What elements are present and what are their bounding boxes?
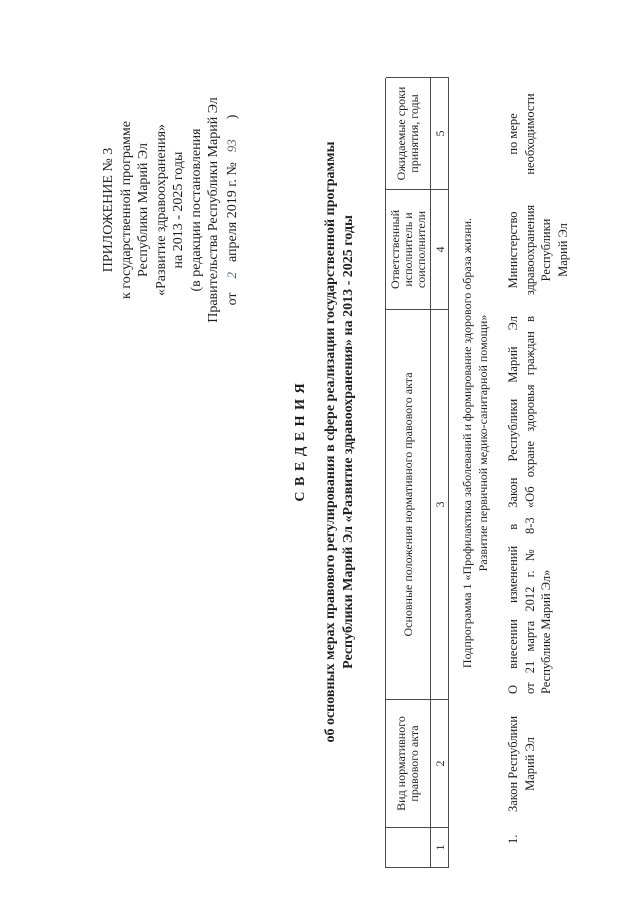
handwritten-number: 93 [223,139,239,153]
appendix-line: (в редакции постановления [188,128,204,292]
subprogram-caption [460,58,491,828]
column-number: 4 [431,189,449,309]
appendix-block [100,90,241,330]
header-cell-deadline: Ожидаемые сроки принятия, годы [386,77,431,189]
date-prefix: от [224,292,240,306]
date-middle: апреля 2019 г. № [224,162,240,262]
column-number: 5 [431,77,449,189]
deadline-line: по мере [506,113,520,155]
provisions-line: от 21 марта 2012 г. № 8-3 «Об охране здоровья граждан в [522,316,537,694]
table-row [505,78,571,868]
header-cell-number [386,827,431,867]
column-number: 3 [431,309,449,699]
header-cell-act-type: Вид нормативного правового акта [386,699,431,827]
column-number: 1 [431,827,449,867]
table-header [385,78,449,868]
handwritten-day: 2 [223,271,239,279]
responsible-line: здравоохранения [522,204,537,296]
row-responsible [505,190,571,310]
subprogram-line: Развитие первичной медико-санитарной помощи» [475,314,490,572]
appendix-line: Республики Марий Эл [136,143,151,277]
document-heading: С В Е Д Е Н И Я [293,382,308,502]
appendix-title: ПРИЛОЖЕНИЕ № 3 [101,147,116,273]
row-act-type [505,700,571,828]
provisions-line: Республике Марий Эл» [539,569,553,694]
deadline-line: необходимости [522,93,537,175]
row-deadline [505,78,571,190]
document-subtitle-line-1: об основных мерах правового регулирования в сфере реализации государственной программы [323,141,338,743]
row-provisions [505,310,571,700]
responsible-line: Министерство [506,211,520,289]
provisions-line: О внесении изменений в Закон Республики Марий Эл [506,316,520,694]
act-type-line: Закон Республики [506,715,520,813]
subprogram-line: Подпрограмма 1 «Профилактика заболеваний и формирование здорового образа жизни. [460,217,474,669]
appendix-date-line [223,90,242,330]
appendix-line: Правительства Республики Марий Эл [206,97,221,323]
appendix-line: к государственной программе [118,121,134,299]
appendix-line: на 2013 - 2025 годы [171,151,186,269]
act-type-line: Марий Эл [522,737,537,791]
appendix-line: «Развитие здравоохранения» [153,123,169,297]
header-cell-provisions: Основные положения нормативного правового акта [386,309,431,699]
document-subtitle-line-2: Республики Марий Эл «Развитие здравоохранения» на 2013 - 2025 годы [341,215,356,669]
header-cell-responsible: Ответственный исполнитель и соисполнители [386,189,431,309]
responsible-line: Марий Эл [555,223,570,277]
responsible-line: Республики [539,218,553,282]
row-number: 1. [506,834,520,844]
date-suffix: ) [224,114,240,120]
column-number: 2 [431,699,449,827]
